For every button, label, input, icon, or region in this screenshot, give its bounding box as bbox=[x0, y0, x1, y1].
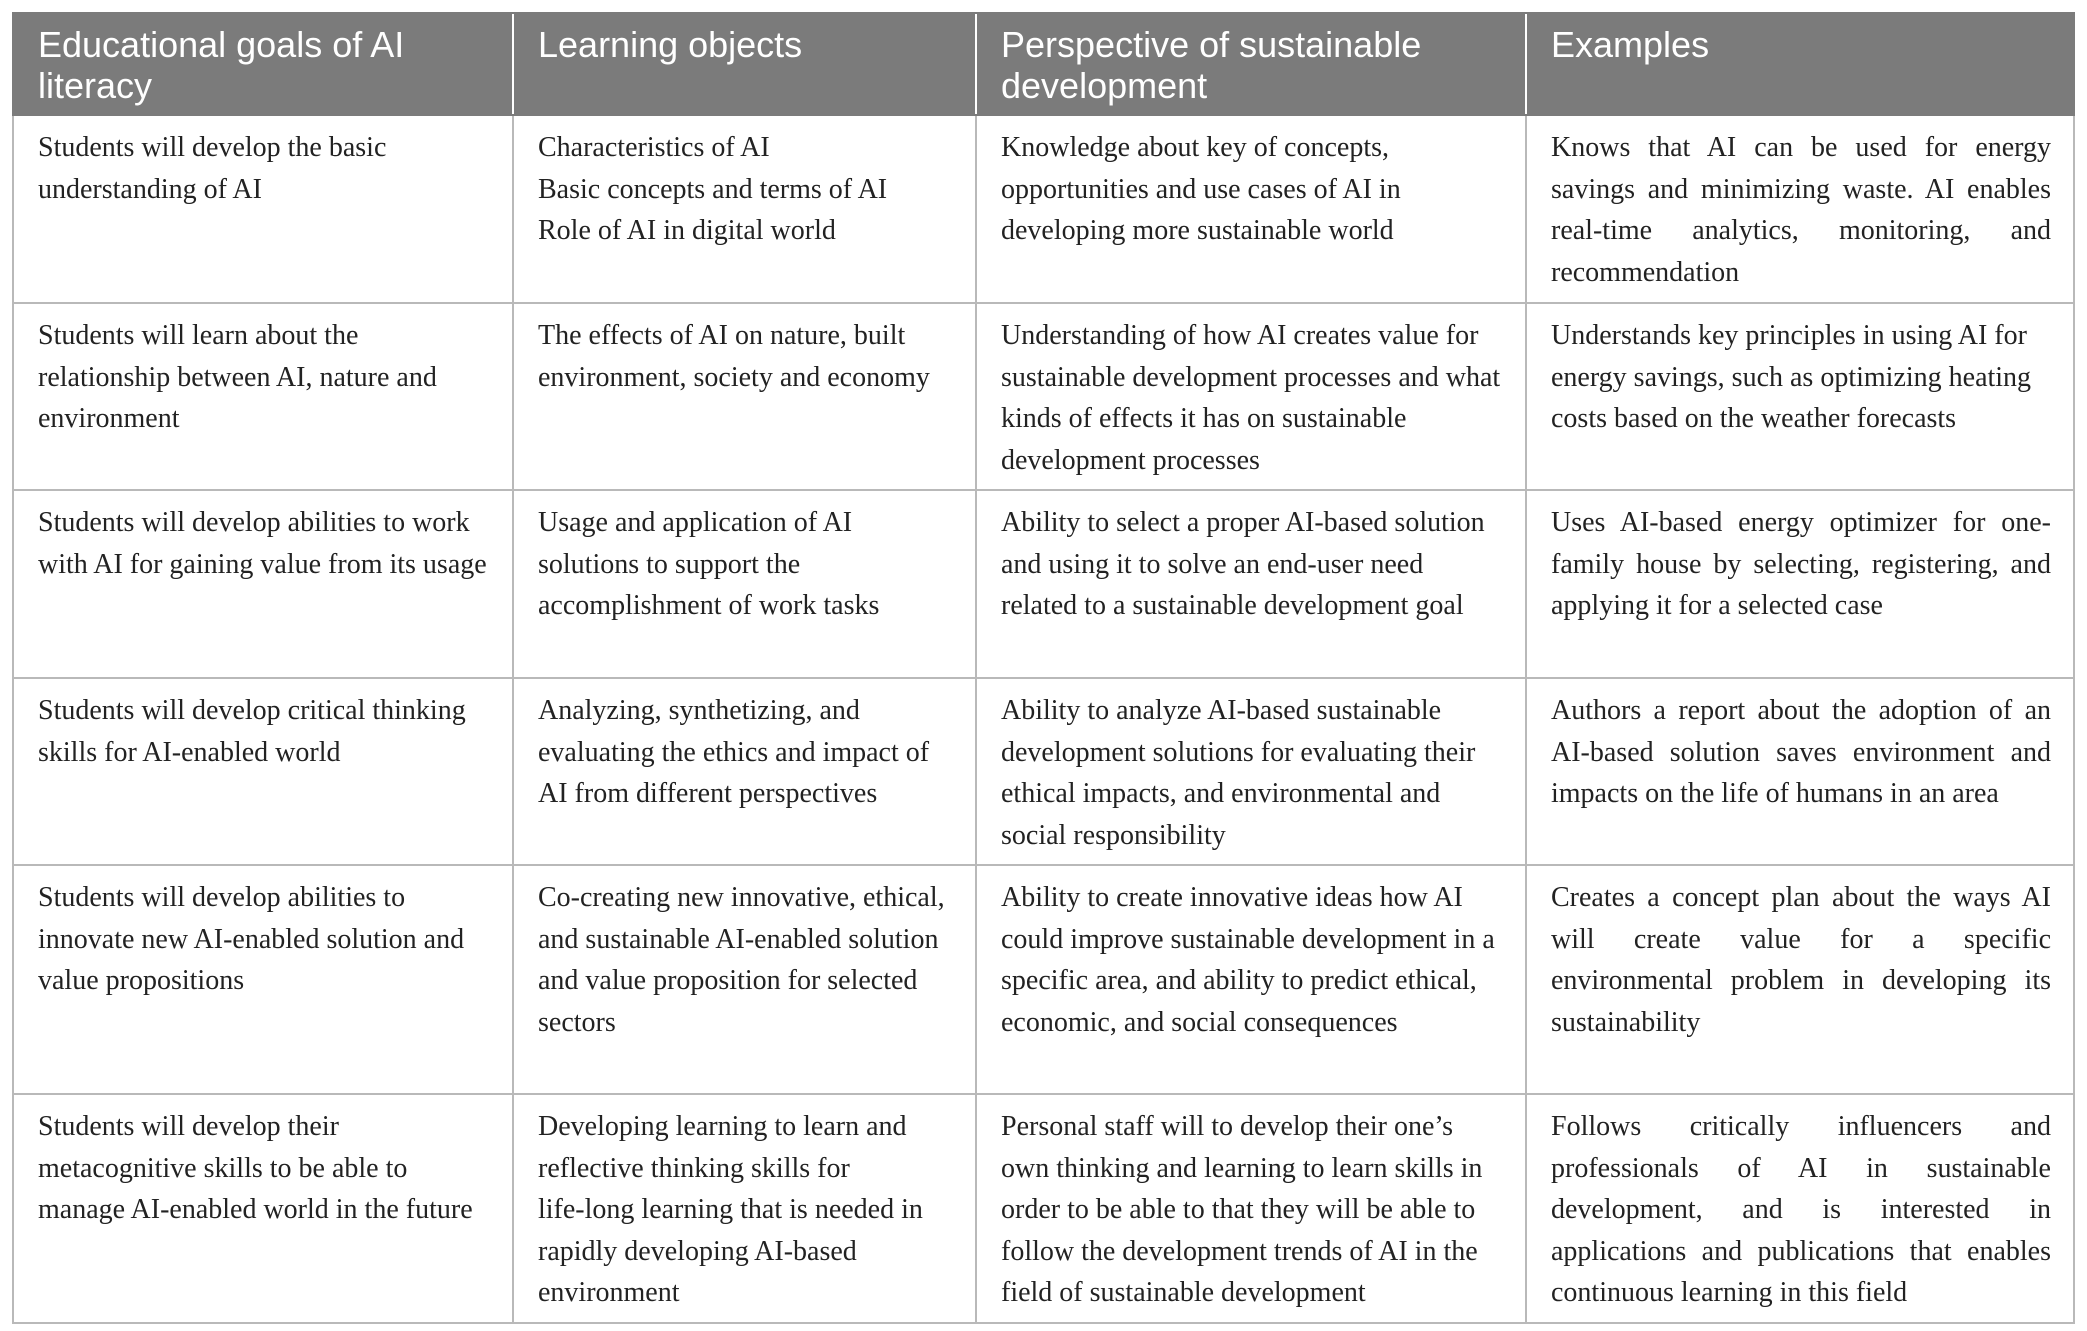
learning-objects-cell bbox=[513, 303, 976, 490]
table-row bbox=[13, 678, 2074, 865]
perspective-cell: Personal staff will to develop their one’s own thinking and learning to learn skills in order to be able to that they will be able to follow the development trends of AI in the field of sustainable development bbox=[976, 1094, 1526, 1323]
example-cell: Authors a report about the adoption of an AI-based solution saves environment and impacts on the life of humans in an area bbox=[1526, 678, 2074, 865]
example-cell: Uses AI-based energy optimizer for one-family house by selecting, registering, and applying it for a selected case bbox=[1526, 490, 2074, 678]
goal-cell: Students will develop abilities to work with AI for gaining value from its usage bbox=[13, 490, 513, 678]
header-examples: Examples bbox=[1526, 13, 2074, 115]
learning-objects-cell bbox=[513, 490, 976, 678]
perspective-cell: Ability to select a proper AI-based solution and using it to solve an end-user need related to a sustainable development goal bbox=[976, 490, 1526, 678]
perspective-cell: Ability to create innovative ideas how AI could improve sustainable development in a specific area, and ability to predict ethical, economic, and social consequences bbox=[976, 865, 1526, 1094]
goal-cell: Students will develop abilities to innovate new AI-enabled solution and value propositions bbox=[13, 865, 513, 1094]
goal-cell: Students will develop critical thinking skills for AI-enabled world bbox=[13, 678, 513, 865]
table-row bbox=[13, 115, 2074, 303]
learning-object-line: The effects of AI on nature, built environment, society and economy bbox=[538, 320, 930, 393]
perspective-cell: Knowledge about key of concepts, opportunities and use cases of AI in developing more sustainable world bbox=[976, 115, 1526, 303]
table-row bbox=[13, 303, 2074, 490]
perspective-cell: Understanding of how AI creates value for sustainable development processes and what kinds of effects it has on sustainable development processes bbox=[976, 303, 1526, 490]
learning-object-line: Developing learning to learn and reflective thinking skills for bbox=[538, 1111, 907, 1184]
goal-cell: Students will learn about the relationship between AI, nature and environment bbox=[13, 303, 513, 490]
learning-objects-cell bbox=[513, 1094, 976, 1323]
learning-object-line: life-long learning that is needed in rapidly developing AI-based environment bbox=[538, 1194, 923, 1308]
table-row bbox=[13, 490, 2074, 678]
learning-object-line: Characteristics of AI bbox=[538, 132, 770, 163]
perspective-cell: Ability to analyze AI-based sustainable development solutions for evaluating their ethical impacts, and environmental and social responsibility bbox=[976, 678, 1526, 865]
example-cell: Creates a concept plan about the ways AI will create value for a specific environmental problem in developing its sustainability bbox=[1526, 865, 2074, 1094]
header-educational-goals: Educational goals of AI literacy bbox=[13, 13, 513, 115]
goals-table-container bbox=[12, 12, 2073, 1324]
table-header-row bbox=[13, 13, 2074, 115]
learning-object-line: Role of AI in digital world bbox=[538, 215, 836, 246]
learning-objects-cell bbox=[513, 865, 976, 1094]
example-cell: Follows critically influencers and professionals of AI in sustainable development, and is interested in applications and publications that enables continuous learning in this field bbox=[1526, 1094, 2074, 1323]
learning-objects-cell bbox=[513, 115, 976, 303]
learning-object-line: Usage and application of AI solutions to support the accomplishment of work tasks bbox=[538, 507, 880, 621]
learning-object-line: Co-creating new innovative, ethical, and sustainable AI-enabled solution and value proposition for selected sectors bbox=[538, 882, 945, 1038]
example-cell: Knows that AI can be used for energy savings and minimizing waste. AI enables real-time analytics, monitoring, and recommendation bbox=[1526, 115, 2074, 303]
goal-cell: Students will develop the basic understanding of AI bbox=[13, 115, 513, 303]
learning-object-line: Analyzing, synthetizing, and evaluating the ethics and impact of AI from different perspectives bbox=[538, 695, 930, 809]
table-row bbox=[13, 1094, 2074, 1323]
ai-literacy-goals-table bbox=[12, 12, 2075, 1324]
learning-object-line: Basic concepts and terms of AI bbox=[538, 173, 888, 205]
header-sustainable-perspective: Perspective of sustainable development bbox=[976, 13, 1526, 115]
goal-cell: Students will develop their metacognitive skills to be able to manage AI-enabled world in the future bbox=[13, 1094, 513, 1323]
table-row bbox=[13, 865, 2074, 1094]
learning-objects-cell bbox=[513, 678, 976, 865]
example-cell: Understands key principles in using AI for energy savings, such as optimizing heating costs based on the weather forecasts bbox=[1526, 303, 2074, 490]
header-learning-objects: Learning objects bbox=[513, 13, 976, 115]
